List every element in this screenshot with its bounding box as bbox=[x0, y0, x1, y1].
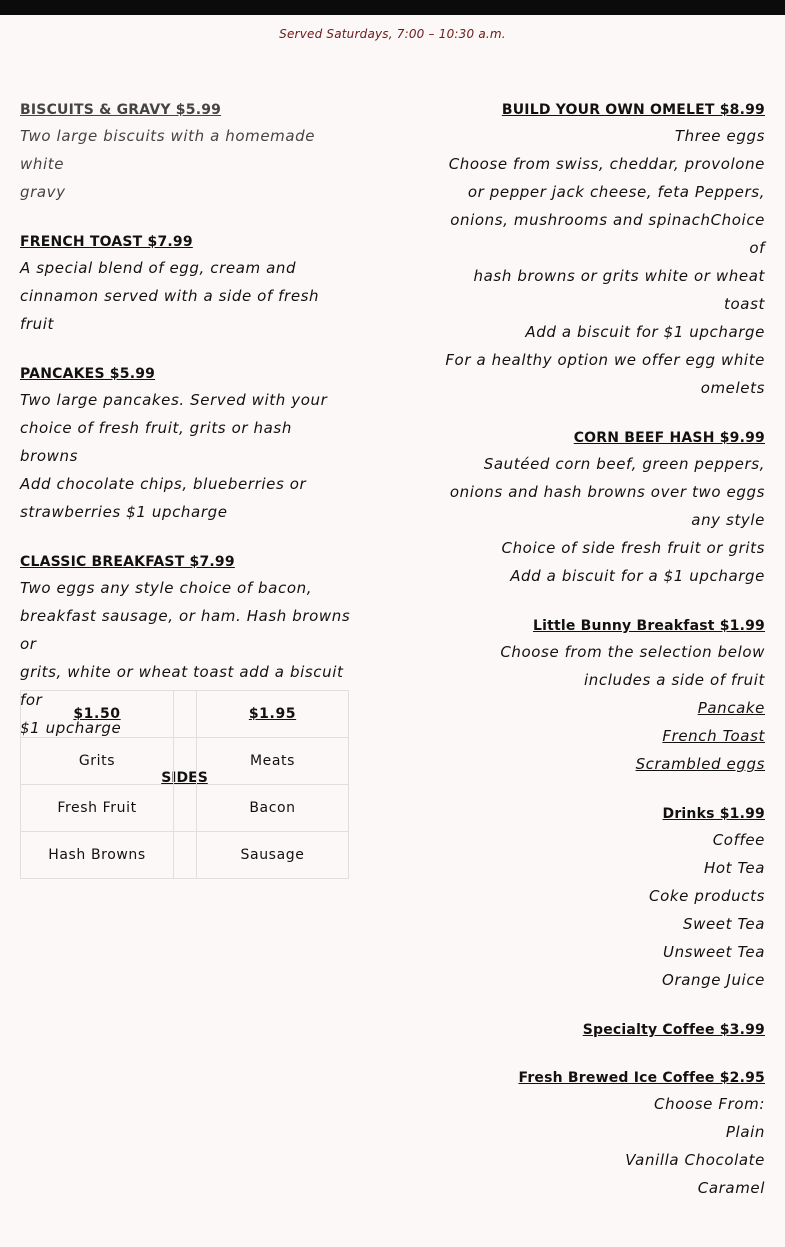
item-line: Add a biscuit for $1 upcharge bbox=[525, 323, 765, 341]
item-title: Specialty Coffee $3.99 bbox=[582, 1022, 765, 1038]
item-line: Caramel bbox=[697, 1179, 765, 1197]
item-title: BUILD YOUR OWN OMELET $8.99 bbox=[501, 102, 765, 118]
item-title: CLASSIC BREAKFAST $7.99 bbox=[20, 554, 235, 570]
item-title: Fresh Brewed Ice Coffee $2.95 bbox=[518, 1070, 765, 1086]
left-column bbox=[20, 98, 355, 790]
item-title: Drinks $1.99 bbox=[662, 806, 765, 822]
table-row bbox=[21, 738, 349, 785]
item-line: grits, white or wheat toast add a biscuit for bbox=[20, 663, 344, 709]
menu-item-pancakes bbox=[20, 362, 355, 526]
item-line: choice of fresh fruit, grits or hash browns bbox=[20, 419, 292, 465]
menu-item-omelet bbox=[445, 98, 765, 402]
spacer-cell bbox=[174, 738, 197, 785]
item-title: CORN BEEF HASH $9.99 bbox=[573, 430, 765, 446]
item-line: Plain bbox=[725, 1123, 765, 1141]
item-title: Little Bunny Breakfast $1.99 bbox=[533, 618, 765, 634]
table-cell: Bacon bbox=[197, 785, 349, 832]
item-line: toast bbox=[724, 295, 765, 313]
item-line: Unsweet Tea bbox=[662, 943, 765, 961]
item-line: Choose from the selection below bbox=[500, 643, 765, 661]
spacer-cell bbox=[174, 832, 197, 879]
item-option: French Toast bbox=[662, 727, 765, 745]
item-line: omelets bbox=[700, 379, 765, 397]
item-line: Two large biscuits with a homemade white bbox=[20, 127, 316, 173]
menu-item-ice-coffee bbox=[445, 1066, 765, 1202]
item-title: BISCUITS & GRAVY $5.99 bbox=[20, 102, 222, 118]
served-hours: Served Saturdays, 7:00 – 10:30 a.m. bbox=[279, 27, 506, 41]
item-line: Vanilla Chocolate bbox=[625, 1151, 765, 1169]
table-cell: Sausage bbox=[197, 832, 349, 879]
item-line: Two eggs any style choice of bacon, bbox=[20, 579, 313, 597]
table-row bbox=[21, 691, 349, 738]
menu-item-little-bunny bbox=[445, 614, 765, 778]
item-line: Add chocolate chips, blueberries or bbox=[20, 475, 307, 493]
item-line: Three eggs bbox=[674, 127, 765, 145]
item-line: A special blend of egg, cream and bbox=[20, 259, 297, 277]
top-bar bbox=[0, 0, 785, 15]
item-title: PANCAKES $5.99 bbox=[20, 366, 156, 382]
item-line: Orange Juice bbox=[662, 971, 765, 989]
menu-item-biscuits-gravy bbox=[20, 98, 355, 206]
item-line: gravy bbox=[20, 183, 66, 201]
table-cell: Grits bbox=[21, 738, 174, 785]
item-line: onions and hash browns over two eggs bbox=[449, 483, 765, 501]
item-option: Scrambled eggs bbox=[635, 755, 765, 773]
item-line: onions, mushrooms and spinachChoice of bbox=[450, 211, 765, 257]
table-cell: Meats bbox=[197, 738, 349, 785]
item-line: Sautéed corn beef, green peppers, bbox=[483, 455, 765, 473]
table-row bbox=[21, 832, 349, 879]
item-line: any style bbox=[691, 511, 765, 529]
item-title: FRENCH TOAST $7.99 bbox=[20, 234, 193, 250]
item-line: Choose From: bbox=[654, 1095, 765, 1113]
item-line: cinnamon served with a side of fresh fruit bbox=[20, 287, 320, 333]
item-line: strawberries $1 upcharge bbox=[20, 503, 228, 521]
table-header-cell: $1.50 bbox=[21, 691, 174, 738]
item-line: Add a biscuit for a $1 upcharge bbox=[510, 567, 765, 585]
table-row bbox=[21, 785, 349, 832]
item-line: includes a side of fruit bbox=[583, 671, 765, 689]
item-line: Coffee bbox=[712, 831, 765, 849]
item-line: For a healthy option we offer egg white bbox=[445, 351, 765, 369]
menu-item-drinks bbox=[445, 802, 765, 994]
item-line: Hot Tea bbox=[703, 859, 765, 877]
sides-table bbox=[20, 690, 349, 879]
sides-heading: SIDES bbox=[161, 770, 208, 786]
table-cell: Fresh Fruit bbox=[21, 785, 174, 832]
item-line: or pepper jack cheese, feta Peppers, bbox=[467, 183, 765, 201]
spacer-cell bbox=[174, 785, 197, 832]
item-line: Choose from swiss, cheddar, provolone bbox=[448, 155, 765, 173]
item-line: Two large pancakes. Served with your bbox=[20, 391, 328, 409]
table-cell: Hash Browns bbox=[21, 832, 174, 879]
item-line: hash browns or grits white or wheat bbox=[473, 267, 765, 285]
menu-item-specialty-coffee bbox=[445, 1018, 765, 1042]
item-option: Pancake bbox=[697, 699, 765, 717]
right-column bbox=[445, 98, 765, 1226]
spacer-cell bbox=[174, 691, 197, 738]
item-line: Coke products bbox=[649, 887, 765, 905]
table-header-cell: $1.95 bbox=[197, 691, 349, 738]
item-line: Choice of side fresh fruit or grits bbox=[501, 539, 765, 557]
item-line: $1 upcharge bbox=[20, 719, 122, 737]
item-line: breakfast sausage, or ham. Hash browns or bbox=[20, 607, 351, 653]
menu-item-french-toast bbox=[20, 230, 355, 338]
menu-item-corn-beef-hash bbox=[445, 426, 765, 590]
item-line: Sweet Tea bbox=[682, 915, 765, 933]
